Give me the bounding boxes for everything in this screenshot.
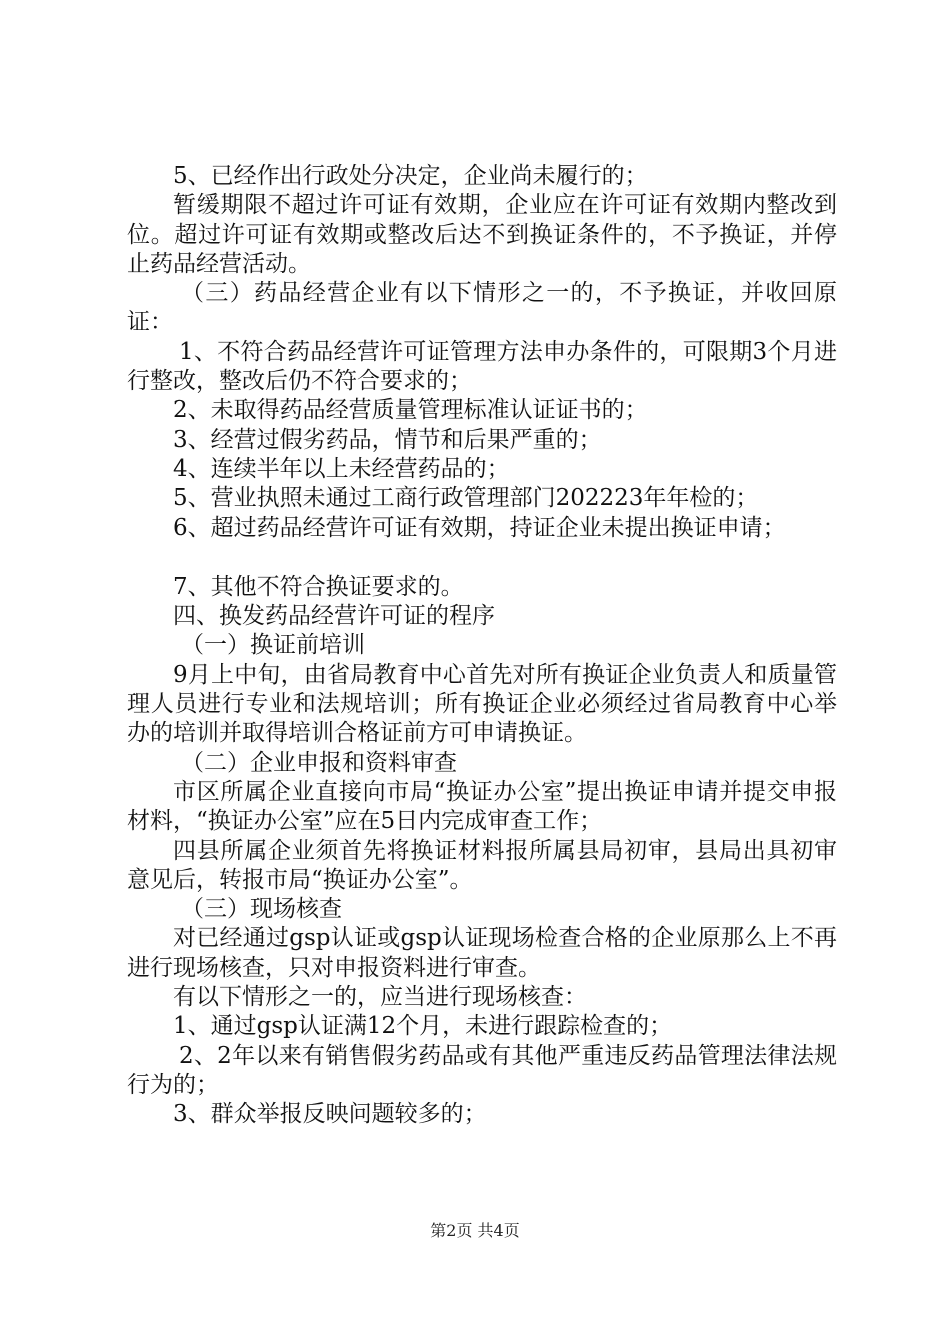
paragraph: 9月上中旬，由省局教育中心首先对所有换证企业负责人和质量管理人员进行专业和法规培训；所有换证企业必须经过省局教育中心举办的培训并取得培训合格证前方可申请换证。 (127, 661, 837, 747)
paragraph: 有以下情形之一的，应当进行现场核查： (173, 984, 587, 1011)
document-body (127, 162, 837, 1130)
paragraph: 6、超过药品经营许可证有效期，持证企业未提出换证申请； (173, 514, 786, 541)
paragraph: 3、经营过假劣药品，情节和后果严重的； (173, 426, 602, 453)
paragraph: 对已经通过gsp认证或gsp认证现场检查合格的企业原那么上不再进行现场核查，只对申报资料进行审查。 (127, 925, 837, 981)
subsection-heading: （二）企业申报和资料审查 (181, 749, 457, 776)
paragraph: 暂缓期限不超过许可证有效期，企业应在许可证有效期内整改到位。超过许可证有效期或整改后达不到换证条件的，不予换证，并停止药品经营活动。 (127, 192, 837, 277)
paragraph: 2、未取得药品经营质量管理标准认证证书的； (173, 397, 648, 424)
section-heading: （三）药品经营企业有以下情形之一的，不予换证，并收回原证： (127, 280, 837, 336)
paragraph: 四县所属企业须首先将换证材料报所属县局初审，县局出具初审意见后，转报市局“换证办公室”。 (127, 837, 837, 893)
paragraph: 7、其他不符合换证要求的。 (173, 573, 464, 600)
subsection-heading: （三）现场核查 (181, 896, 342, 923)
paragraph-spacer (127, 543, 837, 573)
section-heading: 四、换发药品经营许可证的程序 (173, 603, 495, 630)
paragraph: 2、2年以来有销售假劣药品或有其他严重违反药品管理法律法规行为的； (127, 1042, 837, 1098)
paragraph: 3、群众举报反映问题较多的； (173, 1101, 487, 1128)
paragraph: 4、连续半年以上未经营药品的； (173, 455, 510, 482)
subsection-heading: （一）换证前培训 (181, 632, 365, 659)
paragraph: 1、不符合药品经营许可证管理方法申办条件的，可限期3个月进行整改，整改后仍不符合要求的； (127, 338, 837, 395)
paragraph: 5、营业执照未通过工商行政管理部门202223年年检的； (173, 485, 759, 512)
page-number-footer: 第2页 共4页 (430, 1221, 520, 1240)
paragraph: 1、通过gsp认证满12个月，未进行跟踪检查的； (173, 1013, 673, 1040)
paragraph: 市区所属企业直接向市局“换证办公室”提出换证申请并提交申报材料，“换证办公室”应在5日内完成审查工作； (127, 778, 837, 835)
paragraph: 5、已经作出行政处分决定，企业尚未履行的； (173, 163, 648, 189)
